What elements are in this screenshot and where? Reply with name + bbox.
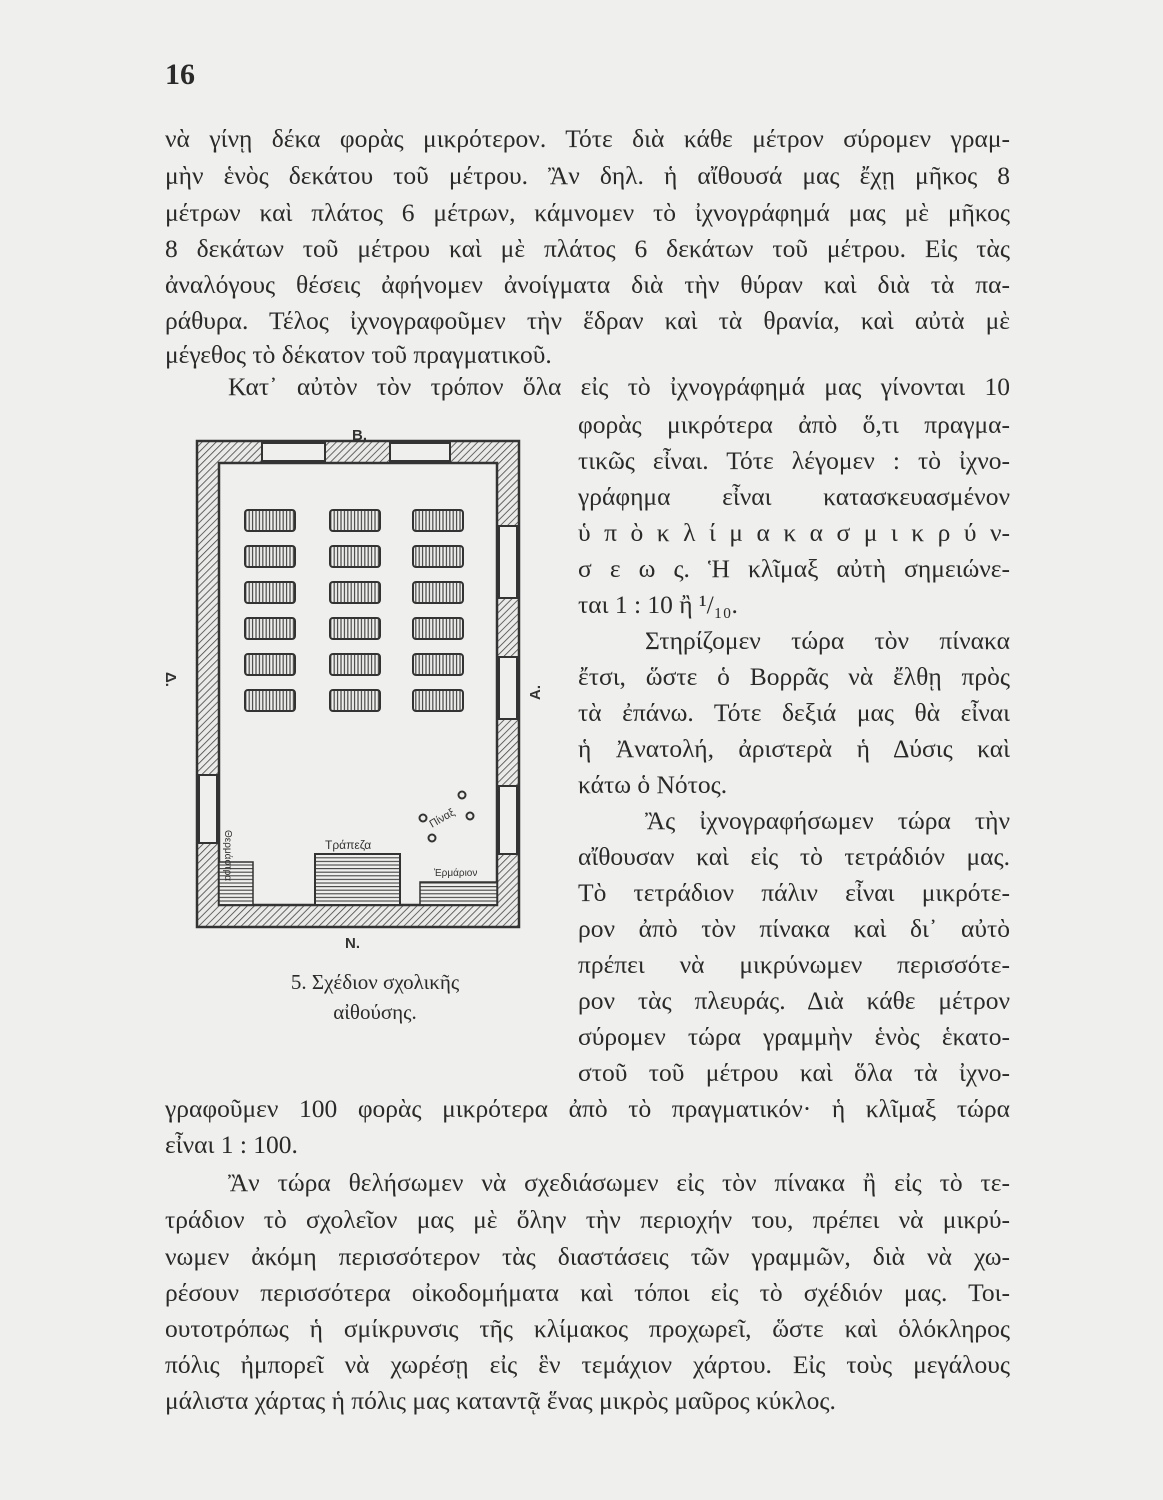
text-line: ρέσουν περισσότερα οἰκοδομήματα καὶ τόποι εἰς τὸ σχέδιόν μας. Τοι- bbox=[165, 1278, 1010, 1307]
west-label: Δ. bbox=[162, 672, 179, 687]
text-line: γραφοῦμεν 100 φορὰς μικρότερα ἀπὸ τὸ πραγματικόν· ἡ κλῖμαξ τώρα bbox=[165, 1094, 1010, 1123]
text-line: κάτω ὁ Νότος. bbox=[578, 770, 728, 799]
text-line: φορὰς μικρότερα ἀπὸ ὅ,τι πραγμα- bbox=[578, 410, 1010, 439]
text-line: Τὸ τετράδιον πάλιν εἶναι μικρότε- bbox=[578, 878, 1010, 907]
text-line: αἴθουσαν καὶ εἰς τὸ τετράδιόν μας. bbox=[578, 842, 1010, 871]
text-line: σύρομεν τώρα γραμμὴν ἑνὸς ἑκατο- bbox=[578, 1022, 1010, 1051]
text-line: ἡ Ἀνατολή, ἀριστερὰ ἡ Δύσις καὶ bbox=[578, 734, 1010, 763]
text-line: νωμεν ἀκόμη περισσότερον τὰς διαστάσεις τῶν γραμμῶν, διὰ νὰ χω- bbox=[165, 1242, 1010, 1271]
cabinet-label: Ἑρμάριον bbox=[434, 868, 478, 879]
text-line: ρον τὰς πλευράς. Διὰ κάθε μέτρον bbox=[578, 986, 1010, 1015]
text-line: ἔτσι, ὥστε ὁ Βορρᾶς νὰ ἔλθῃ πρὸς bbox=[578, 662, 1010, 691]
text-line: γράφημα εἶναι κατασκευασμένον bbox=[578, 482, 1010, 511]
window-opening bbox=[499, 657, 517, 719]
stove-label: Θερμάστρα bbox=[222, 830, 233, 882]
text-line: πόλις ἠμπορεῖ νὰ χωρέσῃ εἰς ἓν τεμάχιον χάρτου. Εἰς τοὺς μεγάλους bbox=[165, 1350, 1010, 1379]
desk bbox=[330, 654, 380, 675]
text-line: μὴν ἑνὸς δεκάτου τοῦ μέτρου. Ἂν δηλ. ἡ αἴθουσά μας ἔχῃ μῆκος 8 bbox=[165, 161, 1010, 190]
window-opening bbox=[499, 526, 517, 598]
text-line: μέγεθος τὸ δέκατον τοῦ πραγματικοῦ. bbox=[165, 340, 552, 369]
text-line: νὰ γίνῃ δέκα φορὰς μικρότερον. Τότε διὰ κάθε μέτρον σύρομεν γραμ- bbox=[165, 124, 1010, 153]
door-opening bbox=[199, 775, 217, 843]
text-line: τικῶς εἶναι. Τότε λέγομεν : τὸ ἰχνο- bbox=[578, 446, 1010, 475]
cabinet bbox=[420, 882, 497, 905]
text-line: ὑ π ὸ κ λ ί μ α κ α σ μ ι κ ρ ύ ν- bbox=[578, 518, 1010, 547]
north-label: Β. bbox=[352, 427, 367, 444]
text-line: ουτοτρόπως ἡ σμίκρυνσις τῆς κλίμακος προχωρεῖ, ὥστε καὶ ὁλόκληρος bbox=[165, 1314, 1010, 1343]
text-line: ράθυρα. Τέλος ἰχνογραφοῦμεν τὴν ἕδραν καὶ τὰ θρανία, καὶ αὐτὰ μὲ bbox=[165, 306, 1010, 335]
desk bbox=[413, 690, 463, 711]
desk bbox=[413, 582, 463, 603]
board-label: Πίναξ bbox=[427, 806, 458, 831]
text-line: μάλιστα χάρτας ἡ πόλις μας καταντᾷ ἕνας μικρὸς μαῦρος κύκλος. bbox=[165, 1386, 836, 1415]
text-line: στοῦ τοῦ μέτρου καὶ ὅλα τὰ ἰχνο- bbox=[578, 1058, 1010, 1087]
text-line: Κατ᾽ αὐτὸν τὸν τρόπον ὅλα εἰς τὸ ἰχνογράφημά μας γίνονται 10 bbox=[228, 372, 1010, 401]
text-line: ρον ἀπὸ τὸν πίνακα καὶ δι᾽ αὐτὸ bbox=[578, 914, 1010, 943]
text-line: τράδιον τὸ σχολεῖον μας μὲ ὅλην τὴν περιοχήν του, πρέπει νὰ μικρύ- bbox=[165, 1205, 1010, 1234]
desks bbox=[245, 510, 463, 711]
desk bbox=[330, 690, 380, 711]
text-line: 8 δεκάτων τοῦ μέτρου καὶ μὲ πλάτος 6 δεκάτων τοῦ μέτρου. Εἰς τὰς bbox=[165, 234, 1010, 263]
desk bbox=[245, 690, 295, 711]
desk bbox=[245, 510, 295, 531]
text-line: εἶναι 1 : 100. bbox=[165, 1130, 298, 1159]
desk bbox=[245, 546, 295, 567]
desk bbox=[413, 510, 463, 531]
text-line: Στηρίζομεν τώρα τὸν πίνακα bbox=[645, 626, 1010, 655]
page-number: 16 bbox=[165, 58, 195, 91]
text-line: Ἂν τώρα θελήσωμεν νὰ σχεδιάσωμεν εἰς τὸν πίνακα ἢ εἰς τὸ τε- bbox=[228, 1168, 1010, 1197]
desk bbox=[413, 618, 463, 639]
table-label: Τράπεζα bbox=[325, 838, 372, 852]
desk bbox=[330, 546, 380, 567]
window-opening bbox=[390, 443, 450, 461]
desk bbox=[413, 546, 463, 567]
window-opening bbox=[262, 443, 325, 461]
text-line: σ ε ω ς. Ἡ κλῖμαξ αὐτὴ σημειώνε- bbox=[578, 554, 1010, 583]
south-label: Ν. bbox=[345, 935, 360, 952]
text-line: τὰ ἐπάνω. Τότε δεξιά μας θὰ εἶναι bbox=[578, 698, 1010, 727]
text-line: ἀναλόγους θέσεις ἀφήνομεν ἀνοίγματα διὰ τὴν θύραν καὶ διὰ τὰ πα- bbox=[165, 270, 1010, 299]
text-line: μέτρων καὶ πλάτος 6 μέτρων, κάμνομεν τὸ ἰχνογράφημά μας μὲ μῆκος bbox=[165, 198, 1010, 227]
figure-caption-line2: αἰθούσης. bbox=[333, 1000, 417, 1024]
text-line: πρέπει νὰ μικρύνωμεν περισσότε- bbox=[578, 950, 1010, 979]
desk bbox=[245, 618, 295, 639]
desk bbox=[330, 582, 380, 603]
figure-caption: 5. Σχέδιον σχολικῆς bbox=[290, 970, 460, 994]
east-label: Α. bbox=[527, 685, 544, 700]
desk bbox=[413, 654, 463, 675]
text-line: Ἂς ἰχνογραφήσωμεν τώρα τὴν bbox=[645, 806, 1010, 835]
text-line: ται 1 : 10 ἢ ¹/₁₀. bbox=[578, 590, 738, 619]
teacher-table bbox=[315, 854, 400, 905]
desk bbox=[245, 654, 295, 675]
window-opening bbox=[499, 786, 517, 854]
desk bbox=[330, 618, 380, 639]
desk bbox=[330, 510, 380, 531]
desk bbox=[245, 582, 295, 603]
